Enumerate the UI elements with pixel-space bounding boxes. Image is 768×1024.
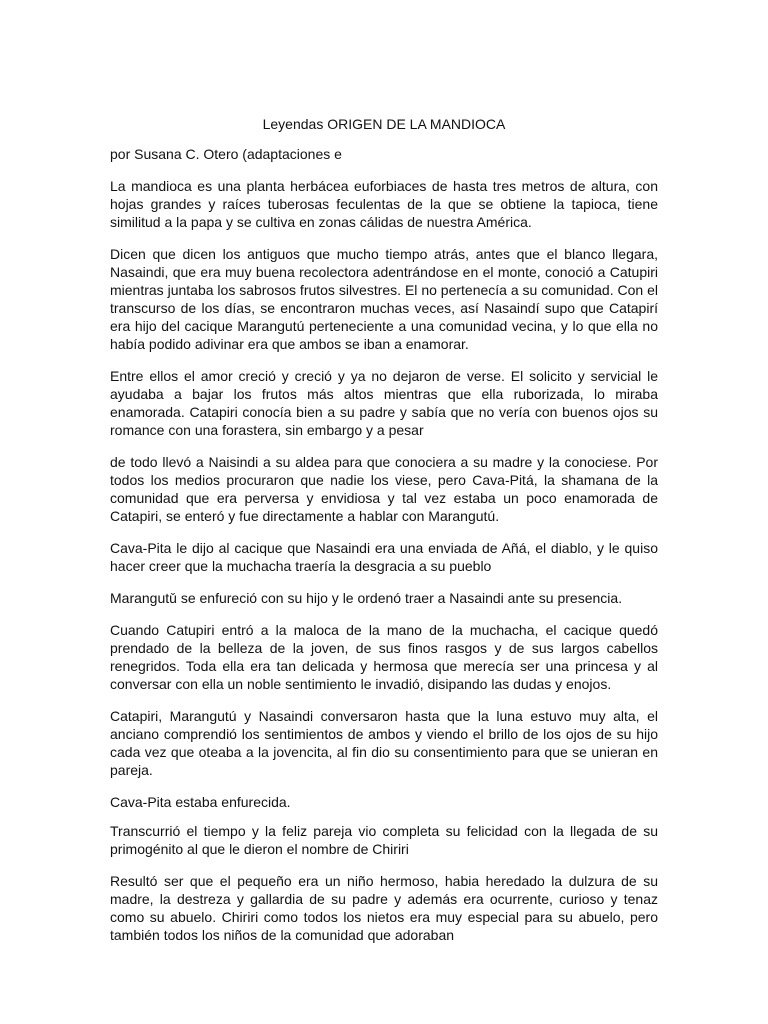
paragraph: Transcurrió el tiempo y la feliz pareja vio completa su felicidad con la llegada de su primogénito al que le dieron el nombre de Chiriri [110, 823, 658, 857]
paragraph: Cuando Catupiri entró a la maloca de la mano de la muchacha, el cacique quedó prendado de la belleza de la joven, de sus finos rasgos y de sus largos cabellos renegridos. Toda ella era tan delicada y hermosa que merecía ser una princesa y al conversar con ella un noble sentimiento le invadió, disipando las dudas y enojos. [110, 622, 658, 692]
paragraph: Cava-Pita estaba enfurecida. [110, 794, 291, 810]
document-byline: por Susana C. Otero (adaptaciones e [110, 146, 342, 162]
paragraph: Marangutǔ se enfureció con su hijo y le ordenó traer a Nasaindi ante su presencia. [110, 590, 623, 606]
document-body [110, 115, 658, 958]
paragraph: de todo llevó a Naisindi a su aldea para que conociera a su madre y la conociese. Por todos los medios procuraron que nadie los viese, pero Cava-Pitá, la shamana de la comunidad que era perversa y envidiosa y tal vez estaba un poco enamorada de Catapiri, se enteró y fue directamente a hablar con Marangutú. [110, 454, 658, 524]
paragraph: La mandioca es una planta herbácea euforbiaces de hasta tres metros de altura, con hojas grandes y raíces tuberosas feculentas de la que se obtiene la tapioca, tiene similitud a la papa y se cultiva en zonas cálidas de nuestra América. [110, 178, 658, 230]
paragraph: Resultó ser que el pequeño era un niño hermoso, habia heredado la dulzura de su madre, la destreza y gallardia de su padre y además era ocurrente, curioso y tenaz como su abuelo. Chiriri como todos los nietos era muy especial para su abuelo, pero también todos los niños de la comunidad que adoraban [110, 873, 658, 943]
paragraph: Cava-Pita le dijo al cacique que Nasaindi era una enviada de Añá, el diablo, y le quiso hacer creer que la muchacha traería la desgracia a su pueblo [110, 540, 658, 574]
document-title: Leyendas ORIGEN DE LA MANDIOCA [262, 116, 506, 132]
paragraph: Entre ellos el amor creció y creció y ya no dejaron de verse. El solicito y servicial le ayudaba a bajar los frutos más altos mientras que ella ruborizada, lo miraba enamorada. Catapiri conocía bien a su padre y sabía que no vería con buenos ojos su romance con una forastera, sin embargo y a pesar [110, 368, 658, 438]
paragraph: Catapiri, Marangutú y Nasaindi conversaron hasta que la luna estuvo muy alta, el anciano comprendió los sentimientos de ambos y viendo el brillo de los ojos de su hijo cada vez que oteaba a la jovencita, al fin dio su consentimiento para que se unieran en pareja. [110, 708, 658, 778]
paragraph: Dicen que dicen los antiguos que mucho tiempo atrás, antes que el blanco llegara, Nasaindi, que era muy buena recolectora adentrándose en el monte, conoció a Catupiri mientras juntaba los sabrosos frutos silvestres. El no pertenecía a su comunidad. Con el transcurso de los días, se encontraron muchas veces, así Nasaindí supo que Catapirí era hijo del cacique Marangutú perteneciente a una comunidad vecina, y lo que ella no había podido adivinar era que ambos se iban a enamorar. [110, 246, 658, 352]
